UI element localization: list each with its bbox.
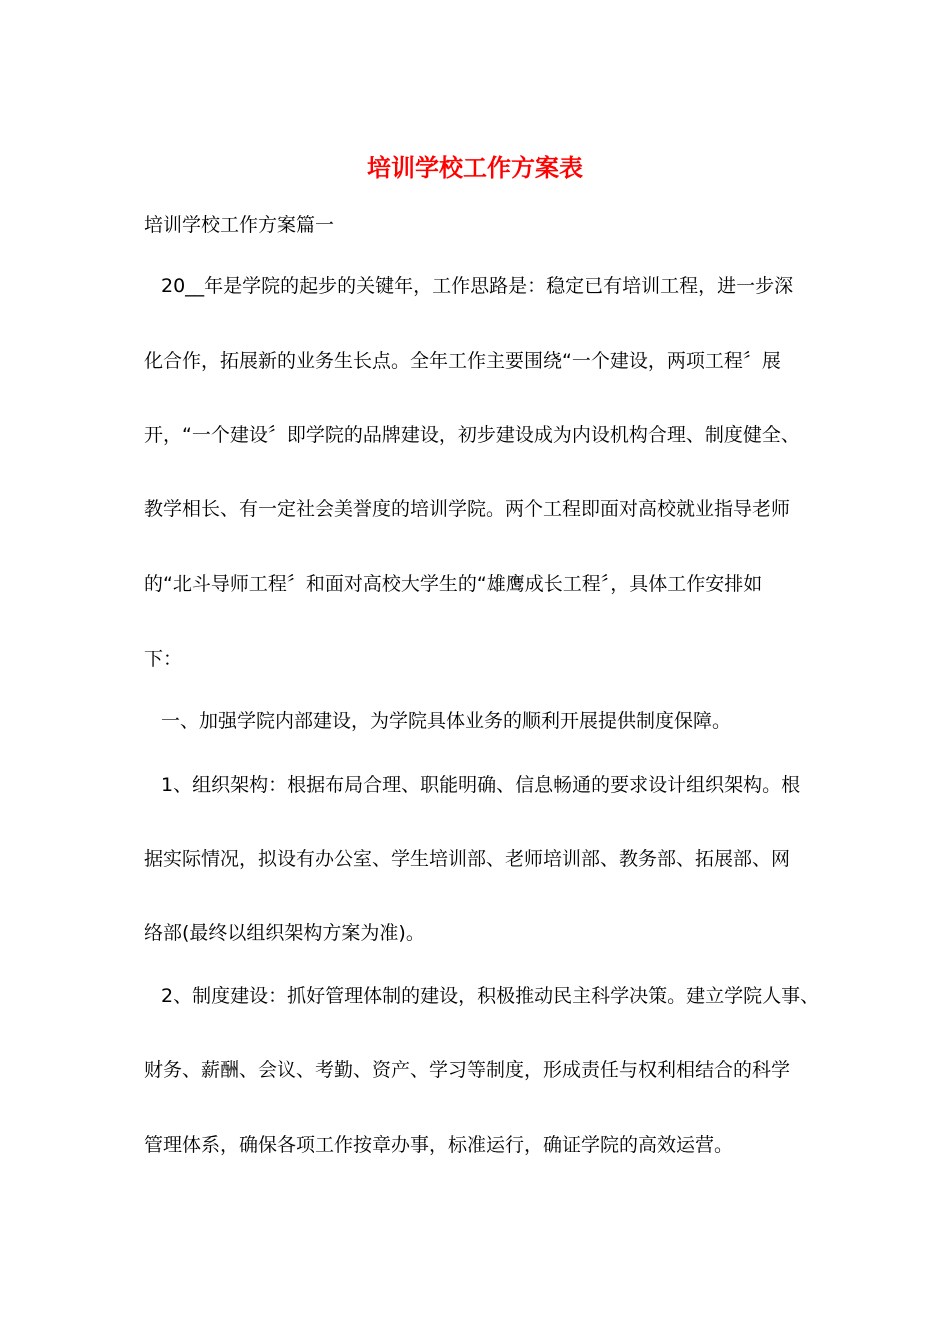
body-line: 管理体系，确保各项工作按章办事，标准运行，确证学院的高效运营。 — [144, 1134, 734, 1156]
section-item-heading: 一、加强学院内部建设，为学院具体业务的顺利开展提供制度保障。 — [161, 710, 732, 732]
body-line: 开，“一个建设〞即学院的品牌建设，初步建设成为内设机构合理、制度健全、 — [144, 424, 800, 446]
body-line: 下： — [144, 648, 183, 670]
body-line: 的“北斗导师工程〞和面对高校大学生的“雄鹰成长工程〞，具体工作安排如 — [144, 573, 763, 595]
body-line: 2、制度建设：抓好管理体制的建设，积极推动民主科学决策。建立学院人事、 — [161, 985, 820, 1007]
section-heading: 培训学校工作方案篇一 — [144, 214, 335, 236]
body-line: 化合作，拓展新的业务生长点。全年工作主要围绕“一个建设，两项工程〞展 — [144, 350, 781, 372]
document-title: 培训学校工作方案表 — [367, 153, 583, 182]
body-line: 教学相长、有一定社会美誉度的培训学院。两个工程即面对高校就业指导老师 — [144, 498, 791, 520]
body-line: 1、组织架构：根据布局合理、职能明确、信息畅通的要求设计组织架构。根 — [161, 774, 801, 796]
body-line: 财务、薪酬、会议、考勤、资产、学习等制度，形成责任与权利相结合的科学 — [144, 1059, 791, 1081]
body-line: 20__年是学院的起步的关键年，工作思路是：稳定已有培训工程，进一步深 — [161, 275, 794, 297]
body-line: 据实际情况，拟设有办公室、学生培训部、老师培训部、教务部、拓展部、网 — [144, 848, 791, 870]
body-line: 络部(最终以组织架构方案为准)。 — [144, 922, 425, 944]
